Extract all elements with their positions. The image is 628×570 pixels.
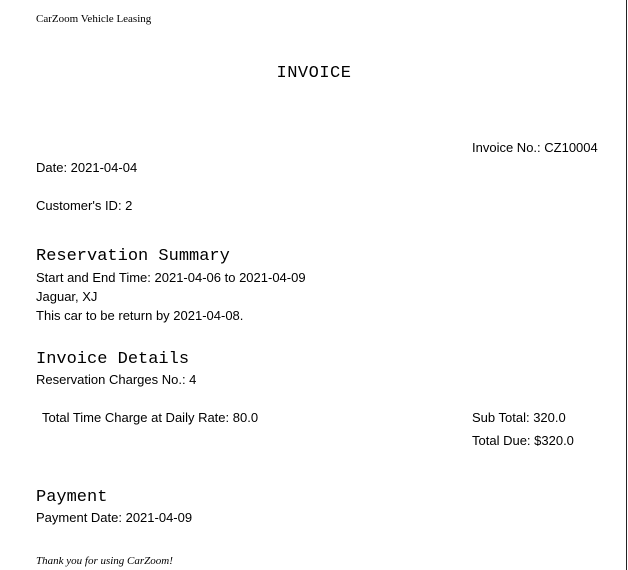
time-charge: Total Time Charge at Daily Rate: 80.0 — [42, 410, 259, 425]
invoice-date: Date: 2021-04-04 — [36, 160, 138, 175]
customer-id: Customer's ID: 2 — [36, 198, 133, 213]
reservation-summary-heading: Reservation Summary — [36, 247, 230, 266]
invoice-title: INVOICE — [276, 64, 352, 83]
payment-heading: Payment — [36, 488, 108, 507]
reservation-vehicle: Jaguar, XJ — [36, 289, 98, 304]
footer-thanks: Thank you for using CarZoom! — [36, 555, 173, 567]
payment-date: Payment Date: 2021-04-09 — [36, 510, 193, 525]
invoice-details-heading: Invoice Details — [36, 350, 190, 369]
reservation-return-note: This car to be return by 2021-04-08. — [36, 308, 244, 323]
company-name: CarZoom Vehicle Leasing — [36, 13, 152, 25]
reservation-times: Start and End Time: 2021-04-06 to 2021-04-09 — [36, 270, 306, 285]
sub-total: Sub Total: 320.0 — [472, 410, 566, 425]
reservation-charges-count: Reservation Charges No.: 4 — [36, 372, 197, 387]
total-due: Total Due: $320.0 — [472, 433, 574, 448]
invoice-number: Invoice No.: CZ10004 — [472, 140, 598, 155]
